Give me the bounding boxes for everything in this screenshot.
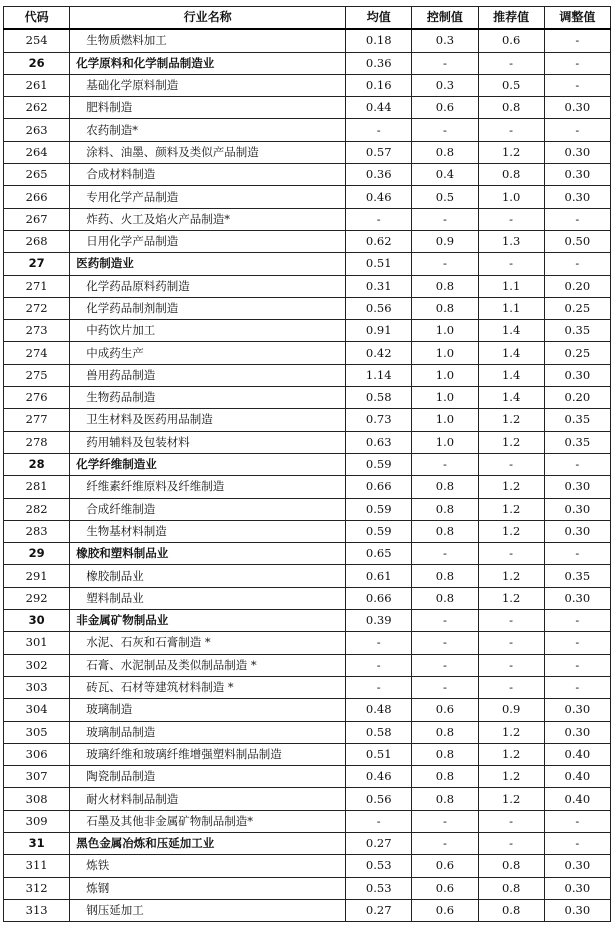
cell-control: 0.6 (412, 855, 478, 877)
cell-industry-name: 肥料制造 (70, 97, 346, 119)
table-row (4, 766, 611, 788)
cell-industry-name: 炸药、火工及焰火产品制造* (70, 208, 346, 230)
cell-code: 271 (4, 275, 70, 297)
cell-code: 262 (4, 97, 70, 119)
cell-mean: 0.58 (346, 721, 412, 743)
cell-code: 29 (4, 543, 70, 565)
cell-control: - (412, 253, 478, 275)
table-row-category (4, 832, 611, 854)
cell-adjust: - (544, 632, 610, 654)
cell-adjust: 0.35 (544, 320, 610, 342)
cell-recommend: 1.2 (478, 431, 544, 453)
cell-industry-name: 玻璃纤维和玻璃纤维增强塑料制品制造 (70, 743, 346, 765)
cell-control: - (412, 832, 478, 854)
cell-control: - (412, 632, 478, 654)
cell-adjust: 0.20 (544, 275, 610, 297)
cell-industry-name: 农药制造* (70, 119, 346, 141)
cell-adjust: 0.30 (544, 141, 610, 163)
cell-industry-name: 合成纤维制造 (70, 498, 346, 520)
cell-adjust: 0.30 (544, 364, 610, 386)
cell-recommend: 1.2 (478, 520, 544, 542)
cell-recommend: 1.4 (478, 364, 544, 386)
cell-code: 301 (4, 632, 70, 654)
cell-mean: 0.61 (346, 565, 412, 587)
table-row (4, 342, 611, 364)
cell-recommend: 1.2 (478, 743, 544, 765)
cell-code: 26 (4, 52, 70, 74)
table-row (4, 275, 611, 297)
table-body (4, 29, 611, 921)
table-row (4, 186, 611, 208)
cell-code: 276 (4, 387, 70, 409)
cell-recommend: 1.1 (478, 297, 544, 319)
cell-mean: 0.39 (346, 610, 412, 632)
cell-adjust: 0.30 (544, 476, 610, 498)
cell-control: - (412, 810, 478, 832)
cell-mean: 0.59 (346, 453, 412, 475)
cell-control: 0.8 (412, 743, 478, 765)
cell-control: 0.8 (412, 788, 478, 810)
cell-industry-name: 化学药品原料药制造 (70, 275, 346, 297)
cell-recommend: 1.2 (478, 788, 544, 810)
cell-mean: 0.42 (346, 342, 412, 364)
cell-adjust: - (544, 52, 610, 74)
cell-code: 313 (4, 899, 70, 921)
table-row (4, 29, 611, 52)
cell-control: - (412, 543, 478, 565)
cell-adjust: 0.30 (544, 186, 610, 208)
table-row-category (4, 610, 611, 632)
cell-adjust: 0.30 (544, 164, 610, 186)
table-row-category (4, 543, 611, 565)
cell-recommend: - (478, 632, 544, 654)
cell-adjust: - (544, 676, 610, 698)
cell-recommend: 0.6 (478, 29, 544, 52)
cell-control: 0.8 (412, 565, 478, 587)
cell-industry-name: 非金属矿物制品业 (70, 610, 346, 632)
cell-recommend: - (478, 453, 544, 475)
table-row (4, 899, 611, 921)
cell-adjust: 0.30 (544, 498, 610, 520)
cell-industry-name: 化学药品制剂制造 (70, 297, 346, 319)
cell-mean: 0.27 (346, 832, 412, 854)
cell-control: - (412, 676, 478, 698)
cell-adjust: 0.30 (544, 587, 610, 609)
cell-control: 0.8 (412, 275, 478, 297)
cell-control: 0.6 (412, 97, 478, 119)
cell-control: 0.6 (412, 899, 478, 921)
cell-mean: - (346, 119, 412, 141)
table-row (4, 565, 611, 587)
cell-code: 304 (4, 699, 70, 721)
cell-control: 1.0 (412, 387, 478, 409)
table-row (4, 587, 611, 609)
cell-adjust: 0.25 (544, 342, 610, 364)
cell-adjust: 0.30 (544, 721, 610, 743)
cell-adjust: 0.30 (544, 855, 610, 877)
cell-mean: 0.36 (346, 164, 412, 186)
cell-code: 283 (4, 520, 70, 542)
cell-adjust: 0.30 (544, 877, 610, 899)
cell-control: 0.8 (412, 520, 478, 542)
cell-adjust: - (544, 543, 610, 565)
cell-industry-name: 中成药生产 (70, 342, 346, 364)
cell-industry-name: 医药制造业 (70, 253, 346, 275)
table-row-category (4, 253, 611, 275)
cell-control: 0.8 (412, 587, 478, 609)
cell-control: 0.8 (412, 721, 478, 743)
cell-code: 28 (4, 453, 70, 475)
cell-code: 277 (4, 409, 70, 431)
cell-industry-name: 陶瓷制品制造 (70, 766, 346, 788)
cell-code: 274 (4, 342, 70, 364)
table-row (4, 520, 611, 542)
cell-recommend: 1.2 (478, 141, 544, 163)
cell-mean: 0.51 (346, 253, 412, 275)
cell-code: 30 (4, 610, 70, 632)
cell-mean: 0.73 (346, 409, 412, 431)
table-row (4, 788, 611, 810)
cell-adjust: - (544, 29, 610, 52)
header-code: 代码 (4, 7, 70, 30)
cell-code: 292 (4, 587, 70, 609)
cell-code: 306 (4, 743, 70, 765)
header-control: 控制值 (412, 7, 478, 30)
table-row (4, 743, 611, 765)
cell-recommend: 0.9 (478, 699, 544, 721)
table-row (4, 409, 611, 431)
cell-mean: 0.51 (346, 743, 412, 765)
cell-control: - (412, 208, 478, 230)
cell-recommend: 1.2 (478, 721, 544, 743)
cell-control: 0.9 (412, 230, 478, 252)
table-row (4, 97, 611, 119)
cell-adjust: 0.40 (544, 788, 610, 810)
cell-industry-name: 水泥、石灰和石膏制造 * (70, 632, 346, 654)
cell-recommend: - (478, 810, 544, 832)
cell-recommend: - (478, 832, 544, 854)
cell-control: 0.4 (412, 164, 478, 186)
cell-control: 0.6 (412, 877, 478, 899)
cell-mean: 0.65 (346, 543, 412, 565)
cell-adjust: 0.50 (544, 230, 610, 252)
cell-mean: - (346, 208, 412, 230)
cell-adjust: 0.30 (544, 520, 610, 542)
cell-adjust: - (544, 654, 610, 676)
table-row (4, 74, 611, 96)
cell-code: 312 (4, 877, 70, 899)
cell-code: 302 (4, 654, 70, 676)
header-name: 行业名称 (70, 7, 346, 30)
cell-adjust: - (544, 74, 610, 96)
cell-mean: 0.53 (346, 855, 412, 877)
cell-recommend: 0.8 (478, 877, 544, 899)
cell-recommend: 1.2 (478, 498, 544, 520)
cell-industry-name: 生物质燃料加工 (70, 29, 346, 52)
cell-code: 291 (4, 565, 70, 587)
cell-recommend: 1.3 (478, 230, 544, 252)
cell-recommend: 1.4 (478, 342, 544, 364)
table-row (4, 164, 611, 186)
cell-industry-name: 耐火材料制品制造 (70, 788, 346, 810)
cell-mean: 0.46 (346, 766, 412, 788)
cell-industry-name: 橡胶和塑料制品业 (70, 543, 346, 565)
table-row (4, 676, 611, 698)
table-row (4, 498, 611, 520)
cell-mean: 0.91 (346, 320, 412, 342)
cell-adjust: 0.35 (544, 431, 610, 453)
table-header-row (4, 7, 611, 30)
cell-industry-name: 专用化学产品制造 (70, 186, 346, 208)
table-row (4, 721, 611, 743)
header-recommend: 推荐值 (478, 7, 544, 30)
cell-code: 31 (4, 832, 70, 854)
cell-mean: 0.59 (346, 498, 412, 520)
table-row (4, 877, 611, 899)
table-row (4, 810, 611, 832)
cell-control: 1.0 (412, 431, 478, 453)
cell-mean: 0.18 (346, 29, 412, 52)
table-row (4, 230, 611, 252)
cell-recommend: - (478, 253, 544, 275)
cell-control: 0.8 (412, 498, 478, 520)
cell-recommend: 0.8 (478, 899, 544, 921)
cell-control: - (412, 119, 478, 141)
cell-adjust: 0.40 (544, 766, 610, 788)
cell-industry-name: 炼铁 (70, 855, 346, 877)
cell-industry-name: 兽用药品制造 (70, 364, 346, 386)
cell-code: 307 (4, 766, 70, 788)
cell-recommend: - (478, 543, 544, 565)
cell-mean: 0.66 (346, 476, 412, 498)
cell-industry-name: 化学原料和化学制品制造业 (70, 52, 346, 74)
cell-control: - (412, 654, 478, 676)
cell-code: 264 (4, 141, 70, 163)
cell-control: 0.8 (412, 297, 478, 319)
cell-adjust: - (544, 208, 610, 230)
table-row (4, 297, 611, 319)
cell-adjust: 0.20 (544, 387, 610, 409)
cell-control: 0.8 (412, 141, 478, 163)
cell-industry-name: 化学纤维制造业 (70, 453, 346, 475)
cell-recommend: 1.2 (478, 476, 544, 498)
cell-adjust: 0.40 (544, 743, 610, 765)
cell-adjust: - (544, 119, 610, 141)
cell-mean: 0.27 (346, 899, 412, 921)
table-row (4, 476, 611, 498)
cell-industry-name: 黑色金属冶炼和压延加工业 (70, 832, 346, 854)
table-row (4, 141, 611, 163)
cell-recommend: 1.4 (478, 320, 544, 342)
cell-industry-name: 橡胶制品业 (70, 565, 346, 587)
cell-industry-name: 合成材料制造 (70, 164, 346, 186)
cell-industry-name: 涂料、油墨、颜料及类似产品制造 (70, 141, 346, 163)
cell-adjust: - (544, 610, 610, 632)
cell-mean: 0.31 (346, 275, 412, 297)
table-row (4, 208, 611, 230)
table-row (4, 387, 611, 409)
cell-recommend: 1.2 (478, 565, 544, 587)
cell-industry-name: 基础化学原料制造 (70, 74, 346, 96)
cell-recommend: - (478, 208, 544, 230)
table-row (4, 320, 611, 342)
cell-recommend: 1.0 (478, 186, 544, 208)
cell-control: 0.6 (412, 699, 478, 721)
cell-industry-name: 塑料制品业 (70, 587, 346, 609)
cell-control: 1.0 (412, 342, 478, 364)
cell-control: 1.0 (412, 364, 478, 386)
cell-mean: 0.36 (346, 52, 412, 74)
cell-code: 275 (4, 364, 70, 386)
cell-industry-name: 钢压延加工 (70, 899, 346, 921)
cell-code: 263 (4, 119, 70, 141)
cell-industry-name: 卫生材料及医药用品制造 (70, 409, 346, 431)
cell-recommend: 0.8 (478, 97, 544, 119)
cell-mean: 0.66 (346, 587, 412, 609)
cell-code: 282 (4, 498, 70, 520)
table-row (4, 654, 611, 676)
cell-mean: 0.57 (346, 141, 412, 163)
cell-control: - (412, 453, 478, 475)
cell-recommend: - (478, 610, 544, 632)
cell-recommend: 1.2 (478, 409, 544, 431)
cell-control: 0.3 (412, 29, 478, 52)
cell-industry-name: 石膏、水泥制品及类似制品制造 * (70, 654, 346, 676)
cell-recommend: 0.8 (478, 855, 544, 877)
cell-industry-name: 日用化学产品制造 (70, 230, 346, 252)
cell-mean: 1.14 (346, 364, 412, 386)
table-row-category (4, 52, 611, 74)
cell-adjust: - (544, 810, 610, 832)
cell-recommend: 1.2 (478, 587, 544, 609)
cell-control: 0.5 (412, 186, 478, 208)
cell-industry-name: 玻璃制造 (70, 699, 346, 721)
cell-adjust: - (544, 453, 610, 475)
cell-adjust: 0.35 (544, 565, 610, 587)
table-row (4, 119, 611, 141)
cell-code: 272 (4, 297, 70, 319)
cell-recommend: 0.8 (478, 164, 544, 186)
cell-control: - (412, 52, 478, 74)
cell-industry-name: 砖瓦、石材等建筑材料制造 * (70, 676, 346, 698)
industry-index-table (3, 6, 611, 922)
header-adjust: 调整值 (544, 7, 610, 30)
cell-recommend: - (478, 52, 544, 74)
cell-industry-name: 纤维素纤维原料及纤维制造 (70, 476, 346, 498)
table-row-category (4, 453, 611, 475)
cell-code: 268 (4, 230, 70, 252)
cell-industry-name: 炼钢 (70, 877, 346, 899)
cell-code: 309 (4, 810, 70, 832)
cell-recommend: - (478, 654, 544, 676)
cell-code: 311 (4, 855, 70, 877)
cell-mean: 0.63 (346, 431, 412, 453)
cell-mean: 0.56 (346, 297, 412, 319)
cell-mean: 0.48 (346, 699, 412, 721)
cell-code: 267 (4, 208, 70, 230)
cell-industry-name: 玻璃制品制造 (70, 721, 346, 743)
cell-recommend: 0.5 (478, 74, 544, 96)
cell-recommend: - (478, 676, 544, 698)
cell-industry-name: 生物药品制造 (70, 387, 346, 409)
table-row (4, 855, 611, 877)
cell-code: 265 (4, 164, 70, 186)
cell-industry-name: 药用辅料及包装材料 (70, 431, 346, 453)
cell-mean: 0.56 (346, 788, 412, 810)
table-row (4, 699, 611, 721)
cell-adjust: - (544, 832, 610, 854)
table-row (4, 431, 611, 453)
cell-recommend: - (478, 119, 544, 141)
cell-adjust: 0.35 (544, 409, 610, 431)
cell-control: - (412, 610, 478, 632)
cell-industry-name: 生物基材料制造 (70, 520, 346, 542)
cell-code: 305 (4, 721, 70, 743)
table-row (4, 364, 611, 386)
cell-code: 308 (4, 788, 70, 810)
cell-adjust: 0.30 (544, 97, 610, 119)
cell-mean: - (346, 654, 412, 676)
cell-code: 278 (4, 431, 70, 453)
cell-mean: 0.62 (346, 230, 412, 252)
cell-recommend: 1.4 (478, 387, 544, 409)
cell-code: 273 (4, 320, 70, 342)
cell-industry-name: 石墨及其他非金属矿物制品制造* (70, 810, 346, 832)
cell-mean: 0.58 (346, 387, 412, 409)
cell-control: 1.0 (412, 409, 478, 431)
cell-code: 303 (4, 676, 70, 698)
cell-code: 254 (4, 29, 70, 52)
cell-mean: - (346, 810, 412, 832)
cell-recommend: 1.1 (478, 275, 544, 297)
cell-code: 281 (4, 476, 70, 498)
cell-adjust: 0.30 (544, 899, 610, 921)
cell-control: 0.3 (412, 74, 478, 96)
cell-adjust: - (544, 253, 610, 275)
header-mean: 均值 (346, 7, 412, 30)
cell-mean: 0.44 (346, 97, 412, 119)
cell-control: 0.8 (412, 766, 478, 788)
cell-control: 0.8 (412, 476, 478, 498)
cell-mean: 0.53 (346, 877, 412, 899)
cell-control: 1.0 (412, 320, 478, 342)
cell-mean: 0.16 (346, 74, 412, 96)
cell-adjust: 0.30 (544, 699, 610, 721)
cell-mean: - (346, 632, 412, 654)
cell-adjust: 0.25 (544, 297, 610, 319)
cell-code: 27 (4, 253, 70, 275)
table-row (4, 632, 611, 654)
cell-code: 261 (4, 74, 70, 96)
cell-code: 266 (4, 186, 70, 208)
cell-mean: - (346, 676, 412, 698)
cell-recommend: 1.2 (478, 766, 544, 788)
cell-industry-name: 中药饮片加工 (70, 320, 346, 342)
cell-mean: 0.46 (346, 186, 412, 208)
cell-mean: 0.59 (346, 520, 412, 542)
